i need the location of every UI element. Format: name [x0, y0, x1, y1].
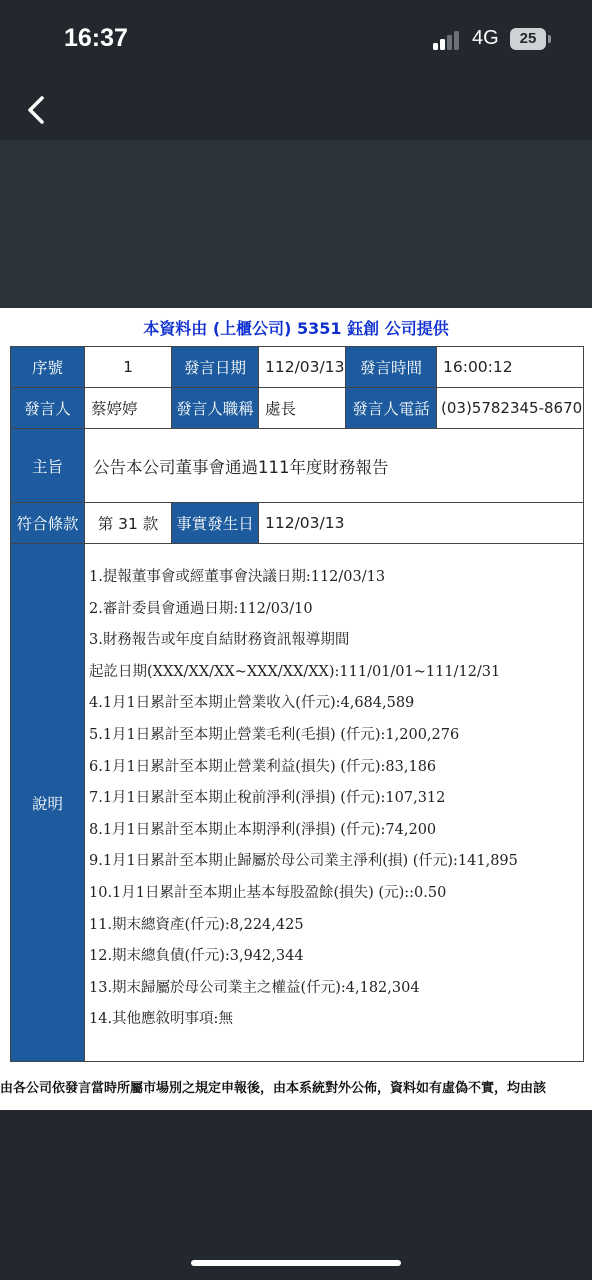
- seq-label: 序號: [11, 347, 85, 388]
- disclaimer-text: 由各公司依發言當時所屬市場別之規定申報後，由本系統對外公佈，資料如有虛偽不實，均由該: [0, 1081, 547, 1096]
- announcement-table: [10, 346, 584, 1062]
- clause-label: 符合條款: [11, 503, 85, 544]
- battery-icon: 25: [510, 28, 546, 50]
- time-value: 16:00:12: [437, 347, 584, 388]
- status-bar: [0, 0, 592, 80]
- date-value: 112/03/13: [259, 347, 346, 388]
- seq-value: 1: [85, 347, 172, 388]
- network-type: 4G: [472, 27, 499, 49]
- description-line: 10.1月1日累計至本期止基本每股盈餘(損失) (元)::0.50: [89, 884, 447, 901]
- table-row: [11, 503, 584, 544]
- back-button[interactable]: [22, 90, 62, 130]
- speaker-title-label: 發言人職稱: [172, 388, 259, 429]
- table-row: [11, 544, 584, 1062]
- description-line: 3.財務報告或年度自結財務資訊報導期間: [89, 632, 350, 649]
- description-label: 說明: [11, 544, 85, 1062]
- description-line: 8.1月1日累計至本期止本期淨利(淨損) (仟元):74,200: [89, 821, 437, 838]
- description-line: 起訖日期(XXX/XX/XX~XXX/XX/XX):111/01/01~111/12/31: [89, 663, 501, 680]
- description-line: 14.其他應敘明事項:無: [89, 1011, 233, 1028]
- speaker-phone-value: (03)5782345-8670: [437, 388, 584, 429]
- table-row: [11, 388, 584, 429]
- announcement-content: [0, 308, 592, 1110]
- speaker-phone-label: 發言人電話: [346, 388, 437, 429]
- battery-tip: [548, 35, 551, 43]
- description-line: 9.1月1日累計至本期止歸屬於母公司業主淨利(損) (仟元):141,895: [89, 853, 518, 870]
- speaker-title-value: 處長: [259, 388, 346, 429]
- description-line: 11.期末總資產(仟元):8,224,425: [89, 916, 304, 933]
- description-line: 6.1月1日累計至本期止營業利益(損失) (仟元):83,186: [89, 758, 437, 775]
- description-line: 13.期末歸屬於母公司業主之權益(仟元):4,182,304: [89, 979, 420, 996]
- event-date-label: 事實發生日: [172, 503, 259, 544]
- home-indicator[interactable]: [191, 1260, 401, 1266]
- description-line: 12.期末總負債(仟元):3,942,344: [89, 948, 304, 965]
- description-line: 5.1月1日累計至本期止營業毛利(毛損) (仟元):1,200,276: [89, 726, 460, 743]
- signal-icon: [433, 30, 461, 50]
- subject-label: 主旨: [11, 429, 85, 503]
- clause-value: 第 31 款: [85, 503, 172, 544]
- table-row: [11, 347, 584, 388]
- description-line: 7.1月1日累計至本期止稅前淨利(淨損) (仟元):107,312: [89, 790, 446, 807]
- date-label: 發言日期: [172, 347, 259, 388]
- description-list: [85, 544, 583, 1046]
- speaker-value: 蔡婷婷: [85, 388, 172, 429]
- description-line: 4.1月1日累計至本期止營業收入(仟元):4,684,589: [89, 695, 415, 712]
- source-line: 本資料由 (上櫃公司) 5351 鈺創 公司提供: [143, 319, 449, 338]
- navigation-bar: [0, 80, 592, 140]
- subject-value: 公告本公司董事會通過111年度財務報告: [85, 429, 584, 503]
- event-date-value: 112/03/13: [259, 503, 584, 544]
- clock: 16:37: [64, 24, 128, 52]
- description-line: 2.審計委員會通過日期:112/03/10: [89, 600, 313, 617]
- table-row: [11, 429, 584, 503]
- description-line: 1.提報董事會或經董事會決議日期:112/03/13: [89, 569, 386, 585]
- chevron-left-icon: [22, 90, 62, 130]
- top-spacer: [0, 140, 592, 308]
- time-label: 發言時間: [346, 347, 437, 388]
- description-cell: [85, 544, 584, 1062]
- speaker-label: 發言人: [11, 388, 85, 429]
